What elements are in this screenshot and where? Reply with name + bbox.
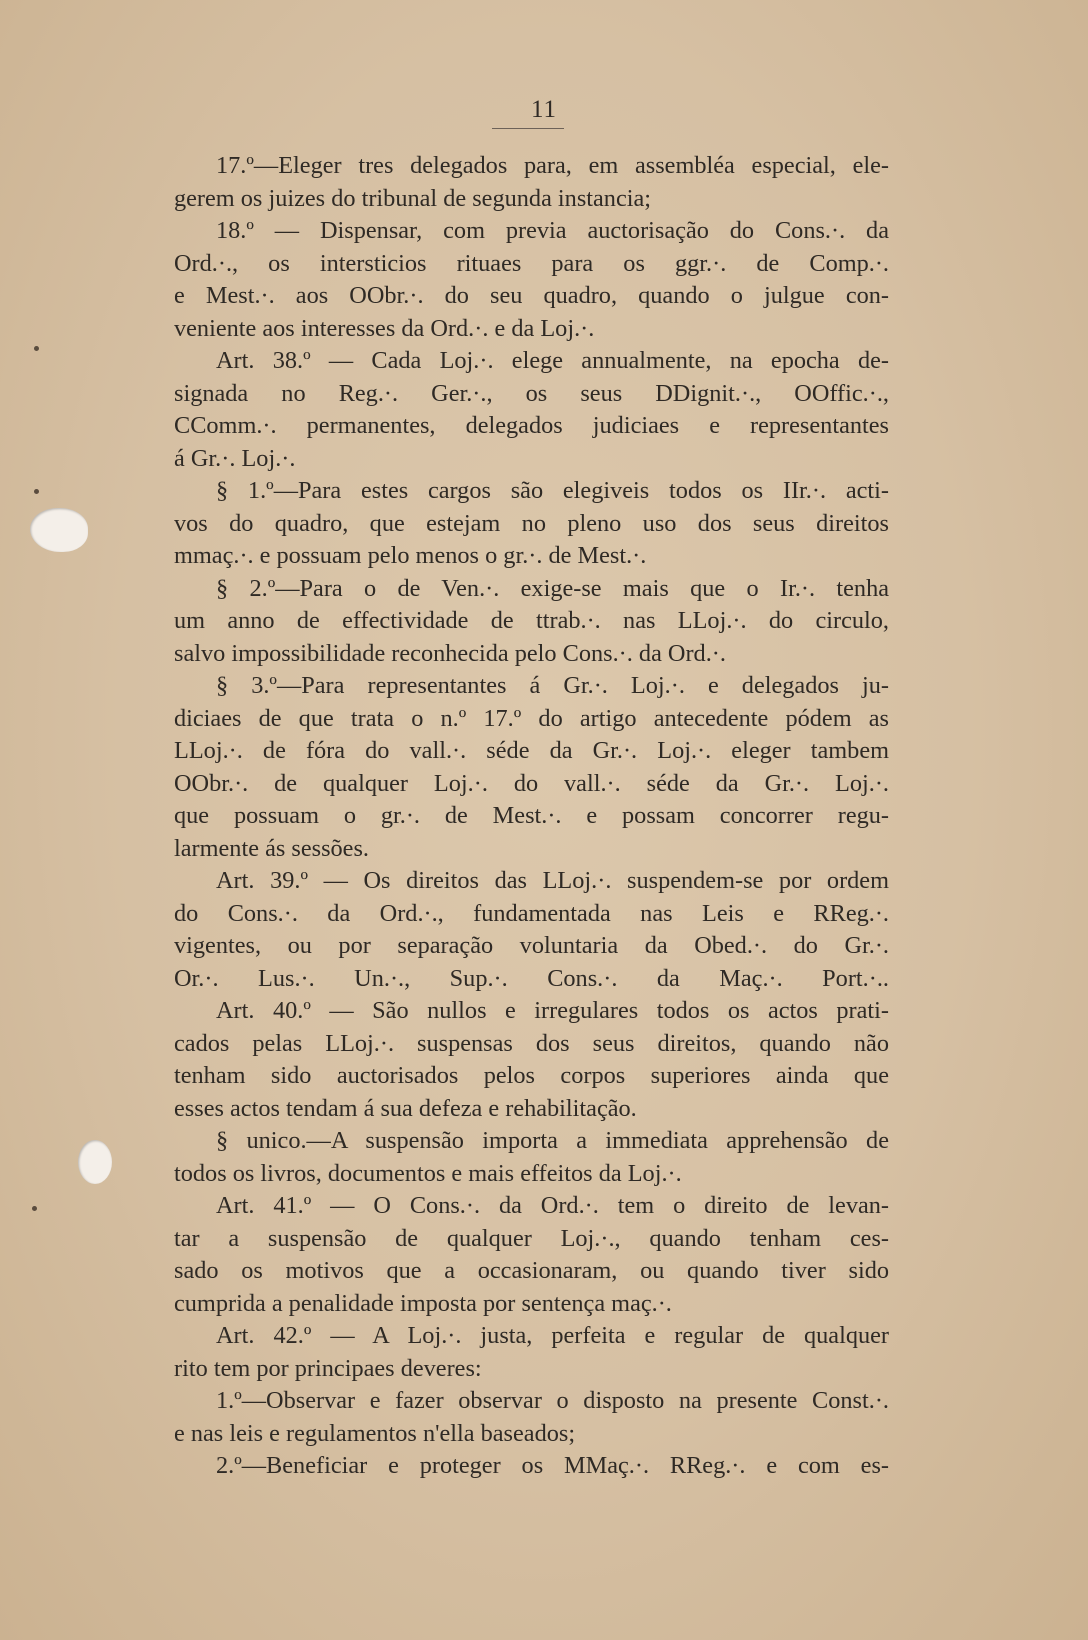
text-line: § 2.º—Para o de Ven.·. exige-se mais que o Ir.·. tenha bbox=[216, 574, 889, 602]
text-line: cumprida a penalidade imposta por sentença maç.·. bbox=[174, 1289, 672, 1317]
text-line: 18.º — Dispensar, com previa auctorisação do Cons.·. da bbox=[216, 217, 889, 244]
text-line: signada no Reg.·. Ger.·., os seus DDignit.·., OOffic.·., bbox=[174, 379, 889, 407]
text-line: todos os livros, documentos e mais effeitos da Loj.·. bbox=[174, 1159, 682, 1187]
text-line: vos do quadro, que estejam no pleno uso dos seus direitos bbox=[174, 509, 889, 537]
text-line: Art. 41.º — O Cons.·. da Ord.·. tem o direito de levan- bbox=[216, 1192, 889, 1219]
paper-speck bbox=[32, 1206, 37, 1211]
text-line: um anno de effectividade de ttrab.·. nas LLoj.·. do circulo, bbox=[174, 607, 889, 634]
text-line: Art. 42.º — A Loj.·. justa, perfeita e regular de qualquer bbox=[216, 1322, 889, 1349]
paper-speck bbox=[34, 346, 39, 351]
text-line: tenham sido auctorisados pelos corpos superiores ainda que bbox=[174, 1062, 889, 1089]
text-line: tar a suspensão de qualquer Loj.·., quando tenham ces- bbox=[174, 1224, 889, 1252]
text-line: mmaç.·. e possuam pelo menos o gr.·. de Mest.·. bbox=[174, 542, 647, 569]
text-line: LLoj.·. de fóra do vall.·. séde da Gr.·. Loj.·. eleger tambem bbox=[174, 737, 889, 764]
text-line: rito tem por principaes deveres: bbox=[174, 1354, 482, 1382]
text-line: Art. 39.º — Os direitos das LLoj.·. suspendem-se por ordem bbox=[216, 867, 889, 894]
body-text bbox=[174, 150, 889, 1483]
paper-hole bbox=[78, 1140, 112, 1184]
text-line: gerem os juizes do tribunal de segunda instancia; bbox=[174, 184, 652, 212]
text-line: CComm.·. permanentes, delegados judiciaes e representantes bbox=[174, 412, 889, 439]
text-line: Or.·. Lus.·. Un.·., Sup.·. Cons.·. da Maç.·. Port.·.. bbox=[174, 964, 889, 992]
text-line: á Gr.·. Loj.·. bbox=[174, 444, 296, 472]
text-line: § 3.º—Para representantes á Gr.·. Loj.·. e delegados ju- bbox=[216, 672, 889, 699]
page-number: 11 bbox=[530, 96, 558, 123]
text-line: 17.º—Eleger tres delegados para, em assembléa especial, ele- bbox=[216, 152, 889, 179]
paper-hole bbox=[30, 508, 88, 552]
text-line: Ord.·., os intersticios rituaes para os ggr.·. de Comp.·. bbox=[174, 249, 889, 277]
text-line: Art. 38.º — Cada Loj.·. elege annualmente, na epocha de- bbox=[216, 347, 889, 374]
text-line: esses actos tendam á sua defeza e rehabilitação. bbox=[174, 1094, 637, 1122]
paper-speck bbox=[34, 489, 39, 494]
text-line: e Mest.·. aos OObr.·. do seu quadro, quando o julgue con- bbox=[174, 282, 889, 309]
text-line: diciaes de que trata o n.º 17.º do artigo antecedente pódem as bbox=[174, 704, 889, 732]
text-line: 1.º—Observar e fazer observar o disposto na presente Const.·. bbox=[216, 1387, 889, 1414]
text-line: veniente aos interesses da Ord.·. e da Loj.·. bbox=[174, 314, 595, 342]
text-line: 2.º—Beneficiar e proteger os MMaç.·. RReg.·. e com es- bbox=[216, 1452, 889, 1479]
text-line: que possuam o gr.·. de Mest.·. e possam concorrer regu- bbox=[174, 802, 889, 829]
text-line: vigentes, ou por separação voluntaria da Obed.·. do Gr.·. bbox=[174, 932, 889, 959]
text-line: § 1.º—Para estes cargos são elegiveis todos os IIr.·. acti- bbox=[216, 477, 889, 504]
text-line: salvo impossibilidade reconhecida pelo Cons.·. da Ord.·. bbox=[174, 639, 726, 667]
text-line: e nas leis e regulamentos n'ella baseados; bbox=[174, 1419, 576, 1447]
text-line: larmente ás sessões. bbox=[174, 834, 369, 862]
text-line: OObr.·. de qualquer Loj.·. do vall.·. séde da Gr.·. Loj.·. bbox=[174, 769, 889, 797]
text-line: Art. 40.º — São nullos e irregulares todos os actos prati- bbox=[216, 997, 889, 1024]
text-line: do Cons.·. da Ord.·., fundamentada nas Leis e RReg.·. bbox=[174, 899, 889, 927]
text-line: sado os motivos que a occasionaram, ou quando tiver sido bbox=[174, 1257, 889, 1284]
text-line: cados pelas LLoj.·. suspensas dos seus direitos, quando não bbox=[174, 1029, 889, 1057]
page-number-underline bbox=[492, 128, 564, 129]
text-line: § unico.—A suspensão importa a immediata apprehensão de bbox=[216, 1127, 889, 1154]
